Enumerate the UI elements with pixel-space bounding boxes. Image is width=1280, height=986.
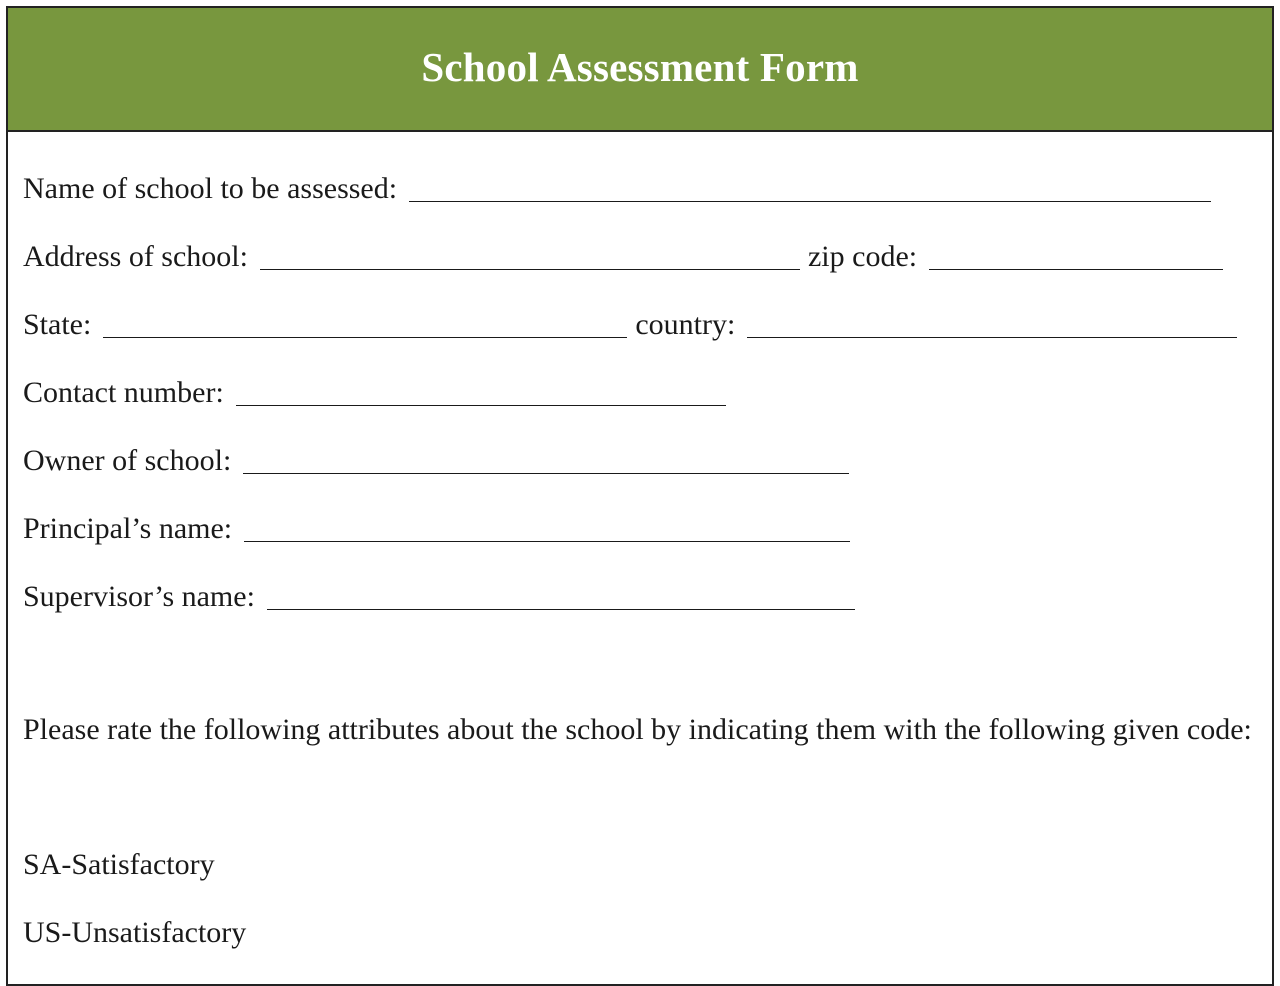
address-label: Address of school:: [23, 240, 248, 273]
country-field[interactable]: [747, 307, 1237, 338]
state-row: [23, 302, 1237, 342]
address-field[interactable]: [260, 239, 800, 270]
supervisor-field[interactable]: [267, 579, 855, 610]
school-name-row: [23, 166, 1211, 206]
school-name-label: Name of school to be assessed:: [23, 172, 398, 205]
code-satisfactory: SA-Satisfactory: [23, 848, 215, 881]
owner-label: Owner of school:: [23, 444, 232, 477]
zip-code-field[interactable]: [929, 239, 1223, 270]
supervisor-label: Supervisor’s name:: [23, 580, 255, 613]
form-title: School Assessment Form: [421, 44, 859, 90]
address-row: [23, 234, 1223, 274]
principal-row: [23, 506, 850, 546]
supervisor-row: [23, 574, 855, 614]
state-field[interactable]: [103, 307, 627, 338]
contact-row: [23, 370, 726, 410]
contact-number-field[interactable]: [236, 375, 726, 406]
form-page: [6, 6, 1274, 986]
state-label: State:: [23, 308, 92, 341]
rating-instructions: Please rate the following attributes about the school by indicating them with the following given code:: [23, 713, 1252, 746]
owner-row: [23, 438, 849, 478]
principal-field[interactable]: [244, 511, 850, 542]
code-unsatisfactory: US-Unsatisfactory: [23, 916, 247, 949]
principal-label: Principal’s name:: [23, 512, 233, 545]
contact-number-label: Contact number:: [23, 376, 224, 409]
form-header: [8, 8, 1272, 132]
school-name-field[interactable]: [409, 171, 1211, 202]
zip-code-label: zip code:: [807, 240, 918, 273]
owner-field[interactable]: [243, 443, 849, 474]
country-label: country:: [635, 308, 736, 341]
